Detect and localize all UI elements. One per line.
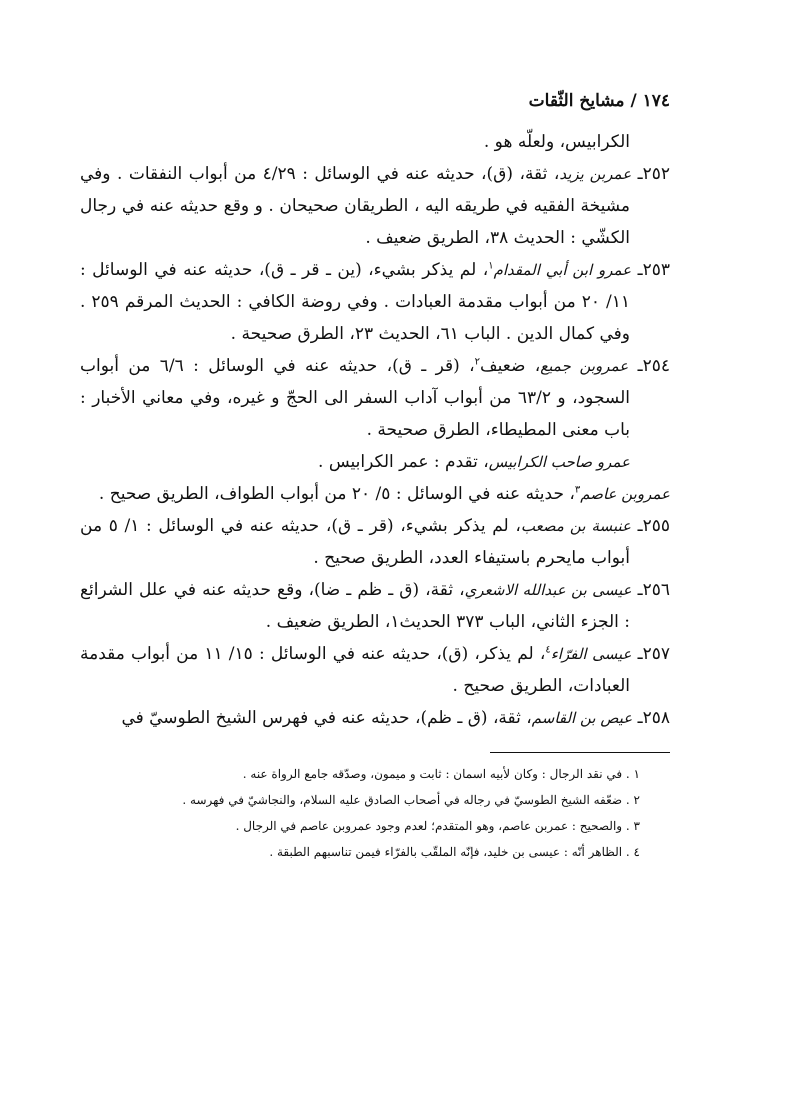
narrator-name: عيسى بن عبدالله الاشعري <box>464 581 632 599</box>
continuation-line: الكرابيس، ولعلّه هو . <box>483 132 630 152</box>
entry-253 <box>80 254 670 350</box>
entry-text: ، ثقة، (ق)، حديثه عنه في الوسائل : ٤/٢٩ من أبواب النفقات . وفي مشيخة الفقيه في طريقه اليه ، الطريقان صحيحان . و وقع حديثه عنه في رجال الكشّي : الحديث ٣٨، الطريق ضعيف . <box>80 164 630 248</box>
entry-text: ، لم يذكر بشيء، (قر ـ ق)، حديثه عنه في الوسائل : ١/ ٥ من أبواب مايحرم باستيفاء العدد، الطريق صحيح . <box>80 516 630 568</box>
entry-text: ، حديثه عنه في الوسائل : ٥/ ٢٠ من أبواب الطواف، الطريق صحيح . <box>98 484 575 504</box>
entry-text: ، ضعيف <box>480 356 541 376</box>
entry-number: ٢٥٧ـ <box>637 644 671 664</box>
entry-256 <box>80 574 670 638</box>
footnote-ref: ٢ <box>474 356 481 368</box>
narrator-name: عمربن يزيد <box>559 165 632 183</box>
footnote-ref: ١ <box>488 260 494 272</box>
sub-entry-karabis <box>80 446 670 478</box>
narrator-name: عمرو ابن أبي المقدام <box>493 261 632 279</box>
footnote-ref: ٣ <box>574 484 581 496</box>
main-text <box>80 126 670 734</box>
narrator-name: عيسى الفرّاء <box>550 645 632 663</box>
footnotes <box>80 761 670 865</box>
entry-257 <box>80 638 670 702</box>
page-header <box>80 86 670 116</box>
entry-258 <box>80 702 670 734</box>
entry-number: ٢٥٦ـ <box>637 580 671 600</box>
entry-number: ٢٥٢ـ <box>637 164 671 184</box>
entry-255 <box>80 510 670 574</box>
entry-number: ٢٥٨ـ <box>637 708 670 728</box>
sub-entry-amr-bin-asim <box>80 478 670 510</box>
footnote-3: ٣ . والصحيح : عمربن عاصم، وهو المتقدم؛ لعدم وجود عمروبن عاصم في الرجال . <box>235 819 640 833</box>
entry-text: ، لم يذكر، (ق)، حديثه عنه في الوسائل : ١٥/ ١١ من أبواب مقدمة العبادات، الطريق صحيح . <box>80 644 630 696</box>
entry-text: ، ثقة، (ق ـ ظم ـ ضا)، وقع حديثه عنه في علل الشرائع : الجزء الثاني، الباب ٣٧٣ الحديث١، الطريق ضعيف . <box>80 580 630 632</box>
document-page <box>80 86 670 1076</box>
narrator-name: عمروبن عاصم <box>580 485 670 503</box>
entry-text-cont: ، (قر ـ ق)، حديثه عنه في الوسائل : ٦/٦ من أبواب السجود، و ٦٣/٢ من أبواب آداب السفر الى الحجّ و غيره، وفي معاني الأخبار : باب معنى المطيطاء، الطرق صحيحة . <box>80 356 631 440</box>
footnote-ref: ٤ <box>545 644 551 656</box>
narrator-name: عمروبن جميع <box>540 357 629 375</box>
footnote-1: ١ . في نقد الرجال : وكان لأبيه اسمان : ثابت و ميمون، وصدّقه جامع الرواة عنه . <box>242 767 640 781</box>
narrator-name: عنبسة بن مصعب <box>520 517 631 535</box>
entry-number: ٢٥٣ـ <box>637 260 670 280</box>
narrator-name: عمرو صاحب الكرابيس <box>488 453 630 471</box>
page-number: ١٧٤ <box>642 91 670 111</box>
book-title: مشايخ الثّقات <box>528 91 625 111</box>
entry-number: ٢٥٤ـ <box>637 356 670 376</box>
entry-252 <box>80 158 670 254</box>
footnote-2: ٢ . ضعّفه الشيخ الطوسيّ في رجاله في أصحاب الصادق عليه السلام، والنجاشيّ في فهرسه . <box>182 793 640 807</box>
entry-number: ٢٥٥ـ <box>637 516 670 536</box>
entry-254 <box>80 350 670 446</box>
header-separator: / <box>630 91 637 111</box>
entry-text: ، تقدم : عمر الكرابيس . <box>318 452 489 472</box>
entry-text: ، ثقة، (ق ـ ظم)، حديثه عنه في فهرس الشيخ الطوسيّ في <box>121 708 532 728</box>
narrator-name: عيص بن القاسم <box>531 709 633 727</box>
footnote-divider <box>490 752 670 753</box>
entry-text: ، لم يذكر بشيء، (ين ـ قر ـ ق)، حديثه عنه في الوسائل : ١١/ ٢٠ من أبواب مقدمة العبادات . وفي روضة الكافي : الحديث المرقم ٢٥٩ . وفي كمال الدين . الباب ٦١، الحديث ٢٣، الطرق صحيحة . <box>80 260 630 344</box>
footnote-4: ٤ . الظاهر أنّه : عيسى بن خليد، فإنّه الملقّب بالفرّاء فيمن تناسبهم الطبقة . <box>269 845 640 859</box>
